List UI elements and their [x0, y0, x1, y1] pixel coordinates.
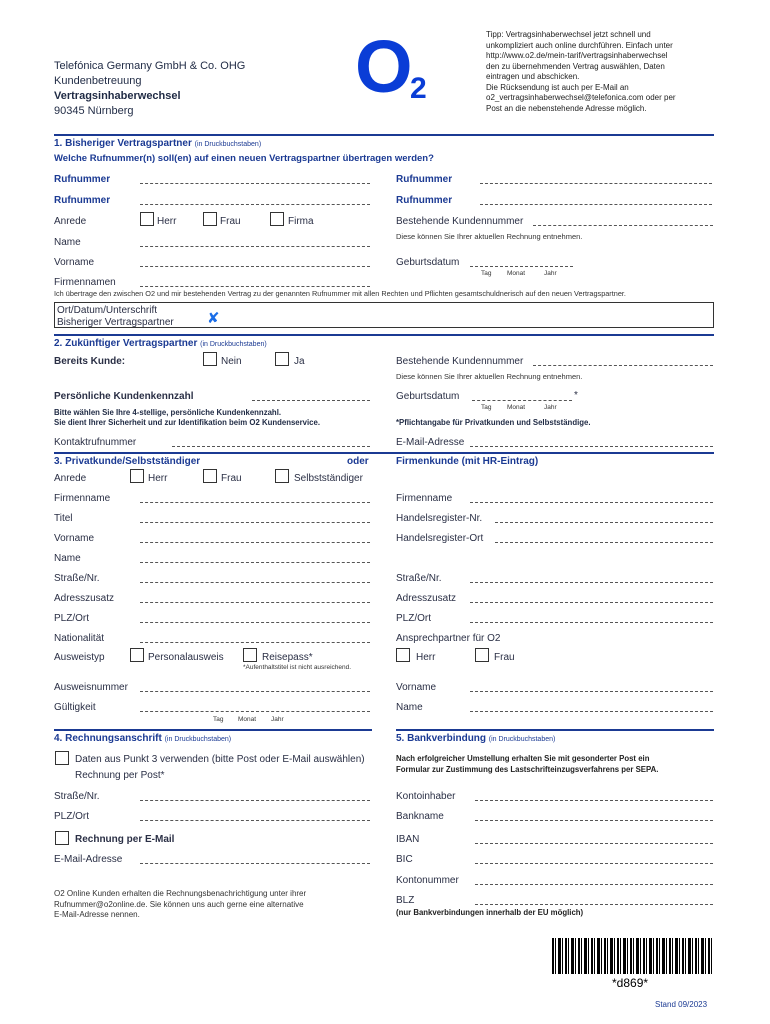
ansprech-frau-label: Frau [494, 652, 515, 663]
reisepass-checkbox[interactable] [243, 648, 257, 662]
s3-left-field[interactable] [140, 502, 370, 503]
bank-label: Kontoinhaber [396, 791, 456, 802]
gueltigkeit-label: Gültigkeit [54, 702, 96, 713]
s3-left-field[interactable] [140, 622, 370, 623]
anrede-herr-label: Herr [157, 216, 177, 227]
ansprech-name-field[interactable] [470, 711, 713, 712]
rufnummer-field-4[interactable] [480, 204, 712, 205]
barcode-text: *d869* [612, 976, 649, 990]
bereits-nein-label: Nein [221, 356, 242, 367]
name-field[interactable] [140, 246, 370, 247]
firmennamen-label: Firmennamen [54, 277, 116, 288]
anrede-herr-checkbox[interactable] [140, 212, 154, 226]
section-1-question: Welche Rufnummer(n) soll(en) auf einen neuen Vertragspartner übertragen werden? [54, 153, 434, 164]
vorname-label: Vorname [54, 257, 95, 268]
s2-geburtsdatum-field[interactable] [472, 400, 572, 401]
ausweisnummer-field[interactable] [140, 691, 370, 692]
reisepass-label: Reisepass* [262, 652, 313, 663]
gueltig-monat-label: Monat [238, 716, 257, 723]
s3-selbst-checkbox[interactable] [275, 469, 289, 483]
section-4-title: 4. Rechnungsanschrift (in Druckbuchstaben) [54, 733, 232, 744]
bank-label: Bankname [396, 811, 444, 822]
bank-field[interactable] [475, 820, 713, 821]
s3-right-field[interactable] [495, 542, 713, 543]
s3-right-label: PLZ/Ort [396, 613, 432, 624]
bereits-ja-label: Ja [294, 356, 305, 367]
punkt3-checkbox[interactable] [55, 751, 69, 765]
s3-left-field[interactable] [140, 562, 370, 563]
section-5-title: 5. Bankverbindung (in Druckbuchstaben) [396, 733, 556, 744]
s3-right-field[interactable] [495, 522, 713, 523]
ansprech-herr-label: Herr [416, 652, 436, 663]
geburtsdatum-field[interactable] [470, 266, 573, 267]
s3-right-label: Handelsregister-Nr. [396, 513, 483, 524]
bank-field[interactable] [475, 884, 713, 885]
s3-left-label: Adresszusatz [54, 593, 115, 604]
s2-kundennummer-label: Bestehende Kundennummer [396, 356, 524, 367]
s3-right-field[interactable] [470, 622, 713, 623]
firmenkunde-title: Firmenkunde (mit HR-Eintrag) [396, 456, 539, 467]
anrede-label: Anrede [54, 216, 87, 227]
kennzahl-label: Persönliche Kundenkennzahl [54, 391, 194, 402]
anrede-firma-label: Firma [288, 216, 314, 227]
s4-plz-label: PLZ/Ort [54, 811, 90, 822]
tag-label: Tag [481, 270, 492, 277]
section-3-rule [54, 452, 714, 454]
rufnummer-field-3[interactable] [140, 204, 370, 205]
s2-geburtsdatum-star: * [574, 390, 578, 401]
ansprech-label: Ansprechpartner für O2 [396, 633, 501, 644]
barcode [552, 938, 712, 974]
s3-left-field[interactable] [140, 582, 370, 583]
jahr-label: Jahr [544, 270, 557, 277]
personal-label: Personalausweis [148, 652, 224, 663]
s3-left-label: Straße/Nr. [54, 573, 100, 584]
bank-label: BLZ [396, 895, 415, 906]
s4-note: O2 Online Kunden erhalten die Rechnungsbenachrichtigung unter ihrer Rufnummer@o2online.de. Sie können uns auch gerne eine alternative E-Mail-Adresse nennen. [54, 889, 307, 919]
rufnummer-label-4: Rufnummer [396, 195, 453, 206]
s2-geburtsdatum-label: Geburtsdatum [396, 391, 460, 402]
s3-right-label: Adresszusatz [396, 593, 457, 604]
s3-left-field[interactable] [140, 542, 370, 543]
bank-field[interactable] [475, 904, 713, 905]
s2-kundennummer-note: Diese können Sie Ihrer aktuellen Rechnung entnehmen. [396, 372, 583, 381]
signature-box[interactable] [54, 302, 714, 328]
s3-right-field[interactable] [470, 602, 713, 603]
bereits-kunde-label: Bereits Kunde: [54, 356, 126, 367]
kennzahl-field[interactable] [252, 400, 370, 401]
bereits-ja-checkbox[interactable] [275, 352, 289, 366]
section-1-title: 1. Bisheriger Vertragspartner (in Druckbuchstaben) [54, 138, 262, 149]
kontakt-label: Kontaktrufnummer [54, 437, 137, 448]
section-3-oder: oder [347, 456, 369, 467]
gueltig-jahr-label: Jahr [271, 716, 284, 723]
s4-strasse-label: Straße/Nr. [54, 791, 100, 802]
name-label: Name [54, 237, 81, 248]
ansprech-frau-checkbox[interactable] [475, 648, 489, 662]
s3-herr-checkbox[interactable] [130, 469, 144, 483]
ausweisnummer-label: Ausweisnummer [54, 682, 128, 693]
monat-label: Monat [507, 270, 526, 277]
ausweistyp-label: Ausweistyp [54, 652, 105, 663]
section-1-note: (in Druckbuchstaben) [194, 141, 262, 148]
s2-email-label: E-Mail-Adresse [396, 437, 465, 448]
s3-right-field[interactable] [470, 582, 713, 583]
s3-left-label: Nationalität [54, 633, 105, 644]
rufnummer-field-1[interactable] [140, 183, 370, 184]
signature-label-2: Bisheriger Vertragspartner [57, 317, 174, 328]
section-4-rule [54, 729, 372, 731]
s3-left-label: Firmenname [54, 493, 111, 504]
logo-2: 2 [410, 72, 427, 105]
s2-email-field[interactable] [470, 446, 713, 447]
section-2-note: (in Druckbuchstaben) [200, 341, 267, 348]
section-5-rule [396, 729, 714, 731]
vorname-field[interactable] [140, 266, 370, 267]
s5-intro: Nach erfolgreicher Umstellung erhalten Sie mit gesonderter Post ein Formular zur Zustimmung des Lastschrifteinzugsverfahrens per SEPA. [396, 754, 659, 774]
o2-logo [355, 25, 435, 110]
s3-right-field[interactable] [470, 502, 713, 503]
section-4-note: (in Druckbuchstaben) [164, 736, 232, 743]
s4-email-label: E-Mail-Adresse [54, 854, 123, 865]
gueltig-tag-label: Tag [213, 716, 224, 723]
s3-right-label: Straße/Nr. [396, 573, 442, 584]
s3-frau-label: Frau [221, 473, 242, 484]
section-5-note: (in Druckbuchstaben) [488, 736, 556, 743]
anrede-firma-checkbox[interactable] [270, 212, 284, 226]
kennzahl-note-2: Sie dient Ihrer Sicherheit und zur Identifikation beim O2 Kundenservice. [54, 418, 321, 427]
bank-label: BIC [396, 854, 413, 865]
s3-left-label: Vorname [54, 533, 95, 544]
s3-left-label: Titel [54, 513, 73, 524]
kundennummer-label: Bestehende Kundennummer [396, 216, 524, 227]
rufnummer-label-1: Rufnummer [54, 174, 111, 185]
rufnummer-field-2[interactable] [480, 183, 712, 184]
post-label: Rechnung per Post* [75, 770, 165, 781]
bank-field[interactable] [475, 800, 713, 801]
s4-email-field[interactable] [140, 863, 370, 864]
ansprech-vorname-field[interactable] [470, 691, 713, 692]
rufnummer-label-3: Rufnummer [54, 195, 111, 206]
anrede-frau-label: Frau [220, 216, 241, 227]
pflicht-note: *Pflichtangabe für Privatkunden und Selbstständige. [396, 418, 591, 427]
kontakt-field[interactable] [172, 446, 370, 447]
s3-left-field[interactable] [140, 642, 370, 643]
kundennummer-field[interactable] [533, 225, 713, 226]
geburtsdatum-label: Geburtsdatum [396, 257, 460, 268]
signature-label-1: Ort/Datum/Unterschrift [57, 305, 158, 316]
form-title: Vertragsinhaberwechsel [54, 90, 181, 102]
section-1-rule [54, 134, 714, 136]
s3-left-label: PLZ/Ort [54, 613, 90, 624]
ansprech-name-label: Name [396, 702, 423, 713]
anrede-frau-checkbox[interactable] [203, 212, 217, 226]
bank-field[interactable] [475, 843, 713, 844]
tip-box: Tipp: Vertragsinhaberwechsel jetzt schnell und unkompliziert auch online durchführen. Einfach unter http://www.o2.de/mein-tarif/vertragsinhaberwechsel den zu übernehmenden Vertrag auswählen, Daten eintragen und abschicken. Die Rücksendung ist auch per E-Mail an o2_vertragsinhaberwechsel@telefonica.com oder per Post an die nebenstehende Adresse möglich. [486, 30, 676, 113]
s3-herr-label: Herr [148, 473, 168, 484]
eu-note: (nur Bankverbindungen innerhalb der EU möglich) [396, 908, 584, 917]
department: Kundenbetreuung [54, 75, 142, 87]
section-2-title: 2. Zukünftiger Vertragspartner (in Druckbuchstaben) [54, 338, 267, 349]
bank-label: IBAN [396, 834, 420, 845]
s3-anrede-label: Anrede [54, 473, 87, 484]
s2-jahr-label: Jahr [544, 404, 557, 411]
s3-right-label: Firmenname [396, 493, 453, 504]
ansprech-vorname-label: Vorname [396, 682, 437, 693]
bank-field[interactable] [475, 863, 713, 864]
logo-o: O [355, 25, 413, 108]
s2-tag-label: Tag [481, 404, 492, 411]
s3-frau-checkbox[interactable] [203, 469, 217, 483]
s4-plz-field[interactable] [140, 820, 370, 821]
s3-right-label: Handelsregister-Ort [396, 533, 484, 544]
aufenthalt-note: *Aufenthaltstitel ist nicht ausreichend. [243, 664, 352, 671]
s2-kundennummer-field[interactable] [533, 365, 713, 366]
s4-strasse-field[interactable] [140, 800, 370, 801]
s3-left-field[interactable] [140, 522, 370, 523]
bereits-nein-checkbox[interactable] [203, 352, 217, 366]
stand-date: Stand 09/2023 [655, 1000, 708, 1009]
email-rechnung-label: Rechnung per E-Mail [75, 834, 175, 845]
personal-checkbox[interactable] [130, 648, 144, 662]
kennzahl-note-1: Bitte wählen Sie Ihre 4-stellige, persönliche Kundenkennzahl. [54, 408, 282, 417]
email-rechnung-checkbox[interactable] [55, 831, 69, 845]
s2-monat-label: Monat [507, 404, 526, 411]
s3-left-field[interactable] [140, 602, 370, 603]
company-name: Telefónica Germany GmbH & Co. OHG [54, 60, 246, 72]
city: 90345 Nürnberg [54, 105, 134, 117]
transfer-text: Ich übertrage den zwischen O2 und mir bestehenden Vertrag zu der genannten Rufnummer mit allen Rechten und Pflichten gesamtschuldnerisch auf den neuen Vertragspartner. [54, 289, 626, 298]
section-3-title: 3. Privatkunde/Selbstständiger [54, 456, 201, 467]
ansprech-herr-checkbox[interactable] [396, 648, 410, 662]
kundennummer-note: Diese können Sie Ihrer aktuellen Rechnung entnehmen. [396, 232, 583, 241]
rufnummer-label-2: Rufnummer [396, 174, 453, 185]
s3-left-label: Name [54, 553, 81, 564]
bank-label: Kontonummer [396, 875, 459, 886]
punkt3-label: Daten aus Punkt 3 verwenden (bitte Post oder E-Mail auswählen) [75, 754, 365, 765]
section-2-rule [54, 334, 714, 336]
s3-selbst-label: Selbstständiger [294, 473, 363, 484]
firmennamen-field[interactable] [140, 286, 370, 287]
signature-mark-icon: ✘ [207, 310, 220, 327]
gueltigkeit-field[interactable] [140, 711, 370, 712]
